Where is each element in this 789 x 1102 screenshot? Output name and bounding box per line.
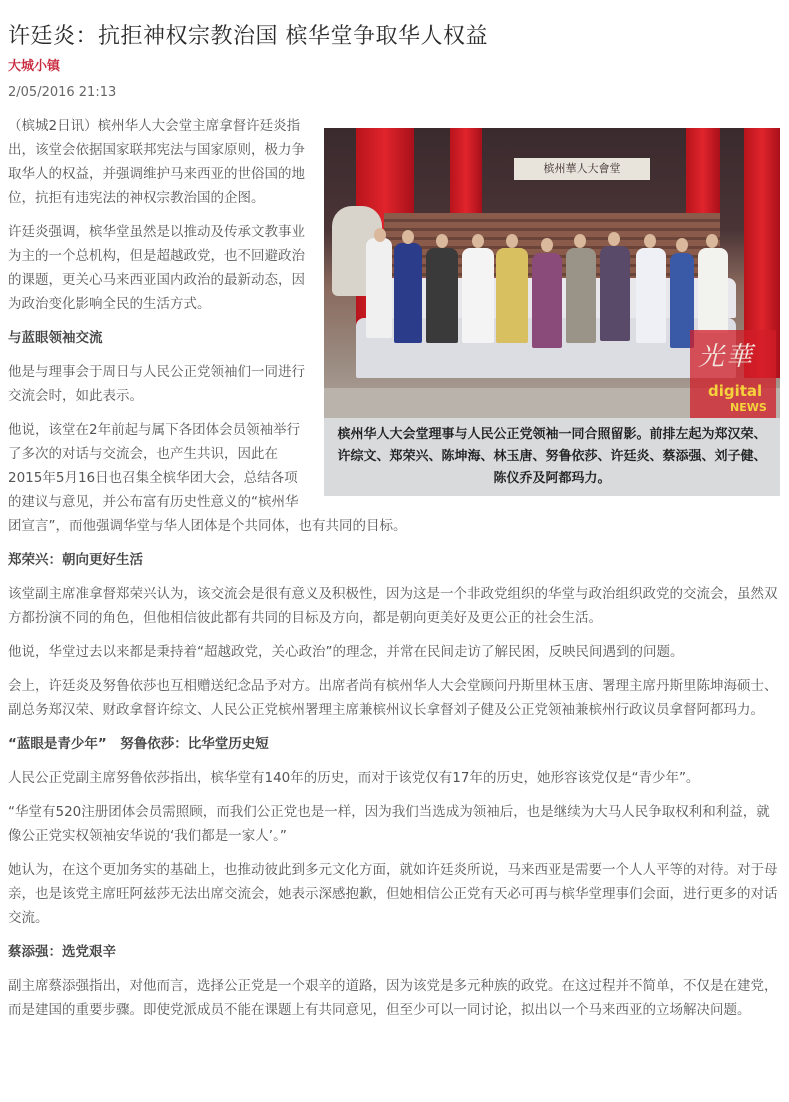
paragraph: 许廷炎强调，槟华堂虽然是以推动及传承文教事业为主的一个总机构，但是超越政党，也不回避政治的课题，更关心马来西亚国内政治的最新动态，因为政治变化影响全民的生活方式。 xyxy=(8,224,305,312)
watermark-en-digital: digital xyxy=(708,382,763,400)
paragraph: 他说，该堂在2年前起与属下各团体会员领袖举行了多次的对话与交流会，也产生共识，因此在2015年5月16日也召集全槟华团大会，总结各项的建议与意见，并公布富有历史性意义的“槟州华团宣言”，而他强调华堂与华人团体是个共同体，也有共同的目标。 xyxy=(8,422,407,534)
group-photo[interactable] xyxy=(324,128,780,418)
article-title: 许廷炎：抗拒神权宗教治国 槟华堂争取华人权益 xyxy=(8,24,488,49)
subheading: 与蓝眼领袖交流 xyxy=(8,330,103,346)
photo-caption: 槟州华人大会堂理事与人民公正党领袖一同合照留影。前排左起为郑汉荣、许综文、郑荣兴、陈坤海、林玉唐、努鲁依莎、许廷炎、蔡添强、刘子健、陈仪乔及阿都玛力。 xyxy=(324,418,780,496)
publish-datetime: 2/05/2016 21:13 xyxy=(8,85,117,100)
article-body xyxy=(8,114,780,1022)
article-figure xyxy=(324,128,780,496)
paragraph: 会上，许廷炎及努鲁依莎也互相赠送纪念品予对方。出席者尚有槟州华人大会堂顾问丹斯里林玉唐、署理主席丹斯里陈坤海硕士、副总务郑汉荣、财政拿督许综文、人民公正党槟州署理主席兼槟州议长拿督刘子健及公正党领袖兼槟州行政议员拿督阿都玛力。 xyxy=(8,678,778,718)
paragraph: “华堂有520注册团体会员需照顾，而我们公正党也是一样，因为我们当选成为领袖后，也是继续为大马人民争取权利和利益，就像公正党实权领袖安华说的‘我们都是一家人’。” xyxy=(8,804,770,844)
paragraph: 他说，华堂过去以来都是秉持着“超越政党，关心政治”的理念，并常在民间走访了解民困，反映民间遇到的问题。 xyxy=(8,644,684,660)
paragraph: （槟城2日讯）槟州华人大会堂主席拿督许廷炎指出，该堂会依据国家联邦宪法与国家原则，极力争取华人的权益，并强调维护马来西亚的世俗国的地位，抗拒有违宪法的神权宗教治国的企图。 xyxy=(8,118,305,206)
article xyxy=(8,0,780,1032)
subheading: “蓝眼是青少年” 努鲁依莎：比华堂历史短 xyxy=(8,736,269,752)
paragraph: 人民公正党副主席努鲁依莎指出，槟华堂有140年的历史，而对于该党仅有17年的历史，她形容该党仅是“青少年”。 xyxy=(8,770,700,786)
subheading: 郑荣兴：朝向更好生活 xyxy=(8,552,143,568)
category-link[interactable]: 大城小镇 xyxy=(8,59,61,74)
watermark-en-news: NEWS xyxy=(730,401,767,414)
paragraph: 她认为，在这个更加务实的基础上，也推动彼此到多元文化方面，就如许廷炎所说，马来西亚是需要一个人人平等的对待。对于母亲，也是该党主席旺阿兹莎无法出席交流会，她表示深感抱歉，但她相信公正党有天必可再与槟华堂理事们会面，进行更多的对话交流。 xyxy=(8,862,778,926)
paragraph: 他是与理事会于周日与人民公正党领袖们一同进行交流会时，如此表示。 xyxy=(8,364,305,404)
paragraph: 该堂副主席准拿督郑荣兴认为，该交流会是很有意义及积极性，因为这是一个非政党组织的华堂与政治组织政党的交流会，虽然双方都扮演不同的角色，但他相信彼此都有共同的目标及方向，都是朝向更美好及更公正的社会生活。 xyxy=(8,586,778,626)
watermark-cn: 光華 xyxy=(698,342,755,372)
subheading: 蔡添强：选党艰辛 xyxy=(8,944,116,960)
watermark-logo xyxy=(690,330,776,418)
paragraph: 副主席蔡添强指出，对他而言，选择公正党是一个艰辛的道路，因为该党是多元种族的政党。在这过程并不简单，不仅是在建党，而是建国的重要步骤。即使党派成员不能在课题上有共同意见，但至少可以一同讨论，拟出以一个马来西亚的立场解决问题。 xyxy=(8,978,778,1018)
hall-banner: 槟州華人大會堂 xyxy=(514,158,650,180)
